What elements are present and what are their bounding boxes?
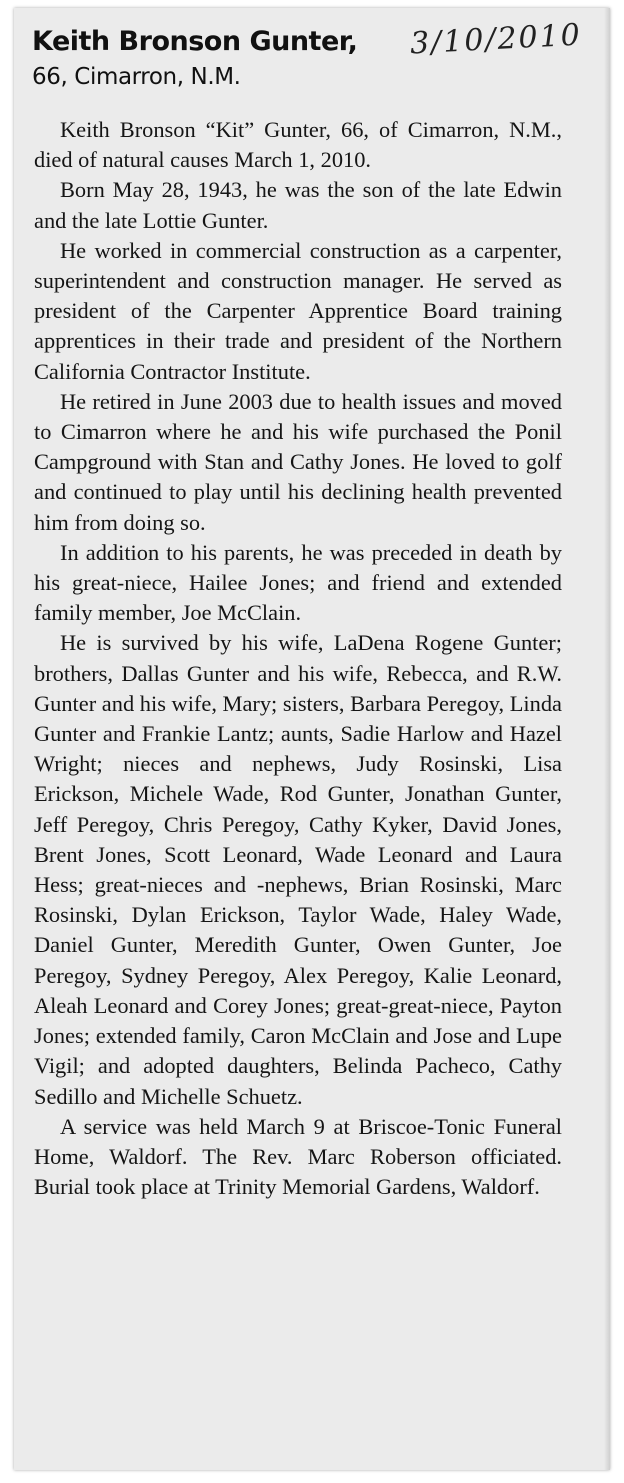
obituary-age-location: 66, Cimarron, N.M.	[32, 64, 241, 90]
newspaper-clipping	[14, 8, 610, 1470]
obituary-body	[34, 115, 562, 1202]
paragraph-death-notice: Keith Bronson “Kit” Gunter, 66, of Cimarron, N.M., died of natural causes March 1, 2010.	[34, 117, 562, 173]
paragraph-retirement: He retired in June 2003 due to health issues and moved to Cimarron where he and his wife purchased the Ponil Campground with Stan and Cathy Jones. He loved to golf and continued to play until his declining health prevented him from doing so.	[34, 388, 562, 535]
paragraph-survivors: He is survived by his wife, LaDena Rogene Gunter; brothers, Dallas Gunter and his wife, Rebecca, and R.W. Gunter and his wife, Mary; sisters, Barbara Peregoy, Linda Gunter and Frankie Lantz; aunts, Sadie Harlow and Hazel Wright; nieces and nephews, Judy Rosinski, Lisa Erickson, Michele Wade, Rod Gunter, Jonathan Gunter, Jeff Peregoy, Chris Peregoy, Cathy Kyker, David Jones, Brent Jones, Scott Leonard, Wade Leonard and Laura Hess; great-nieces and -nephews, Brian Rosinski, Marc Rosinski, Dylan Erickson, Taylor Wade, Haley Wade, Daniel Gunter, Meredith Gunter, Owen Gunter, Joe Peregoy, Sydney Peregoy, Alex Peregoy, Kalie Leonard, Aleah Leonard and Corey Jones; great-great-niece, Payton Jones; extended family, Caron McClain and Jose and Lupe Vigil; and adopted daughters, Belinda Pacheco, Cathy Sedillo and Michelle Schuetz.	[34, 630, 562, 1109]
paragraph-preceded-in-death: In addition to his parents, he was preceded in death by his great-niece, Hailee Jones; and friend and extended family member, Joe McClain.	[34, 539, 562, 626]
handwritten-date: 3/10/2010	[409, 17, 583, 62]
paragraph-service: A service was held March 9 at Briscoe-Tonic Funeral Home, Waldorf. The Rev. Marc Roberson officiated. Burial took place at Trinity Memorial Gardens, Waldorf.	[34, 1113, 562, 1200]
obituary-name-heading: Keith Bronson Gunter,	[32, 26, 358, 57]
paragraph-birth: Born May 28, 1943, he was the son of the late Edwin and the late Lottie Gunter.	[34, 177, 562, 233]
paragraph-career: He worked in commercial construction as a carpenter, superintendent and construction manager. He served as president of the Carpenter Apprentice Board training apprentices in their trade and president of the Northern California Contractor Institute.	[34, 237, 562, 384]
